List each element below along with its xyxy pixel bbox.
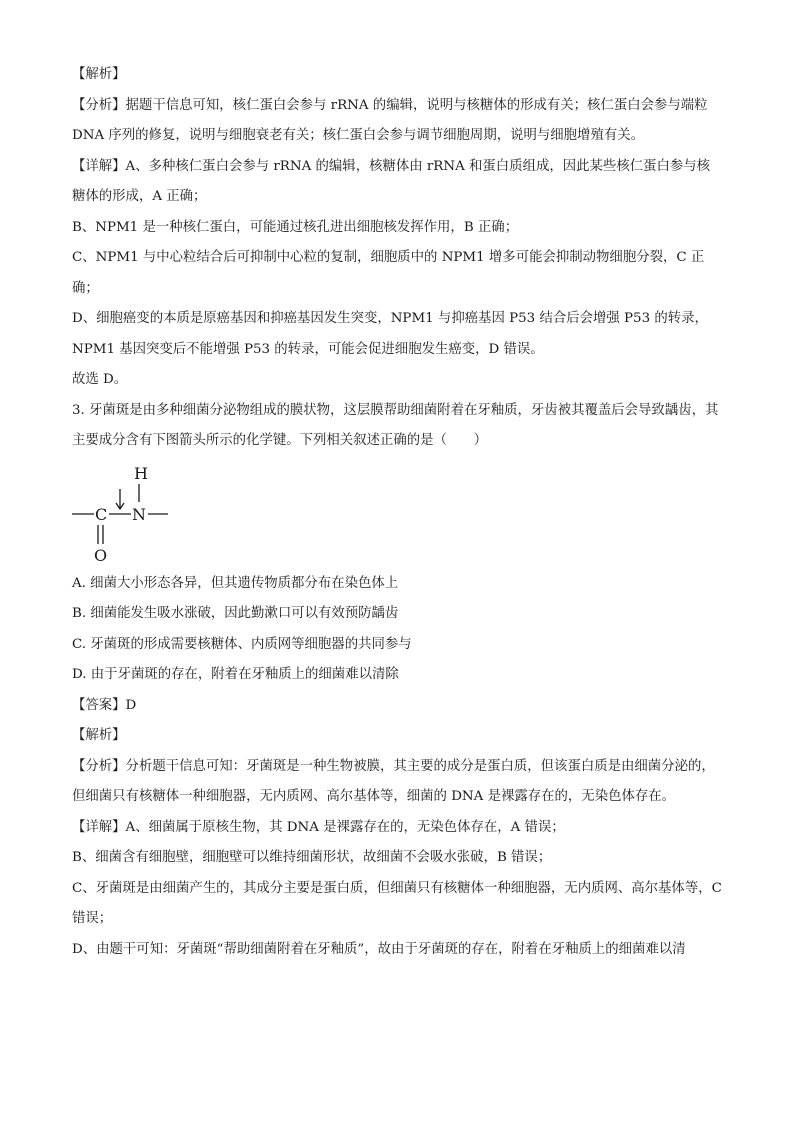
detail-paragraph-2d: D、由题干可知：牙菌斑“帮助细菌附着在牙釉质”，故由于牙菌斑的存在，附着在牙釉质上的细菌难以清 bbox=[72, 941, 686, 957]
option-a: A. 细菌大小形态各异，但其遗传物质都分布在染色体上 bbox=[72, 575, 399, 591]
document-page bbox=[72, 60, 722, 965]
detail-paragraph-b: B、NPM1 是一种核仁蛋白，可能通过核孔进出细胞核发挥作用，B 正确； bbox=[72, 219, 519, 235]
peptide-bond-structure bbox=[72, 459, 722, 567]
detail-paragraph-2c: C、牙菌斑是由细菌产生的，其成分主要是蛋白质，但细菌只有核糖体一种细胞器，无内质网、高尔基体等，C 错误； bbox=[72, 880, 722, 926]
detail-paragraph-a: 【详解】A、多种核仁蛋白会参与 rRNA 的编辑，核糖体由 rRNA 和蛋白质组成，因此某些核仁蛋白参与核糖体的形成，A 正确； bbox=[72, 158, 711, 204]
analysis-paragraph: 【分析】据题干信息可知，核仁蛋白会参与 rRNA 的编辑，说明与核糖体的形成有关；核仁蛋白会参与端粒 DNA 序列的修复，说明与细胞衰老有关；核仁蛋白会参与调节细胞周期，说明与细胞增殖有关。 bbox=[72, 97, 708, 143]
analysis-heading-2: 【解析】 bbox=[72, 728, 126, 743]
carbon-atom-label: C bbox=[95, 504, 108, 524]
nitrogen-atom-label: N bbox=[132, 504, 146, 524]
option-b: B. 细菌能发生吸水涨破，因此勤漱口可以有效预防龋齿 bbox=[72, 606, 399, 621]
option-c: C. 牙菌斑的形成需要核糖体、内质网等细胞器的共同参与 bbox=[72, 636, 412, 652]
answer-line: 【答案】D bbox=[72, 697, 137, 713]
analysis-heading: 【解析】 bbox=[72, 67, 126, 82]
analysis-paragraph-2: 【分析】分析题干信息可知：牙菌斑是一种生物被膜，其主要的成分是蛋白质，但该蛋白质是由细菌分泌的，但细菌只有核糖体一种细胞器，无内质网、高尔基体等，细菌的 DNA 是裸露存在的，无染色体存在。 bbox=[72, 758, 715, 804]
detail-paragraph-d: D、细胞癌变的本质是原癌基因和抑癌基因发生突变，NPM1 与抑癌基因 P53 结合后会增强 P53 的转录，NPM1 基因突变后不能增强 P53 的转录，可能会促进细胞发生癌变，D 错误。 bbox=[72, 311, 708, 357]
oxygen-atom-label: O bbox=[94, 545, 108, 565]
answer-choice-line: 故选 D。 bbox=[72, 372, 128, 387]
down-arrow-icon bbox=[116, 489, 124, 509]
question-3-stem: 3. 牙菌斑是由多种细菌分泌物组成的膜状物，这层膜帮助细菌附着在牙釉质，牙齿被其覆盖后会导致龋齿，其主要成分含有下图箭头所示的化学键。下列相关叙述正确的是（ ） bbox=[72, 402, 719, 448]
detail-paragraph-2b: B、细菌含有细胞壁，细胞壁可以维持细菌形状，故细菌不会吸水张破，B 错误； bbox=[72, 850, 552, 865]
option-d: D. 由于牙菌斑的存在，附着在牙釉质上的细菌难以清除 bbox=[72, 667, 399, 682]
detail-paragraph-2a: 【详解】A、细菌属于原核生物，其 DNA 是裸露存在的，无染色体存在，A 错误； bbox=[72, 819, 565, 835]
hydrogen-atom-label: H bbox=[134, 463, 148, 483]
detail-paragraph-c: C、NPM1 与中心粒结合后可抑制中心粒的复制，细胞质中的 NPM1 增多可能会抑制动物细胞分裂，C 正确； bbox=[72, 250, 705, 296]
peptide-bond-diagram bbox=[72, 459, 192, 567]
